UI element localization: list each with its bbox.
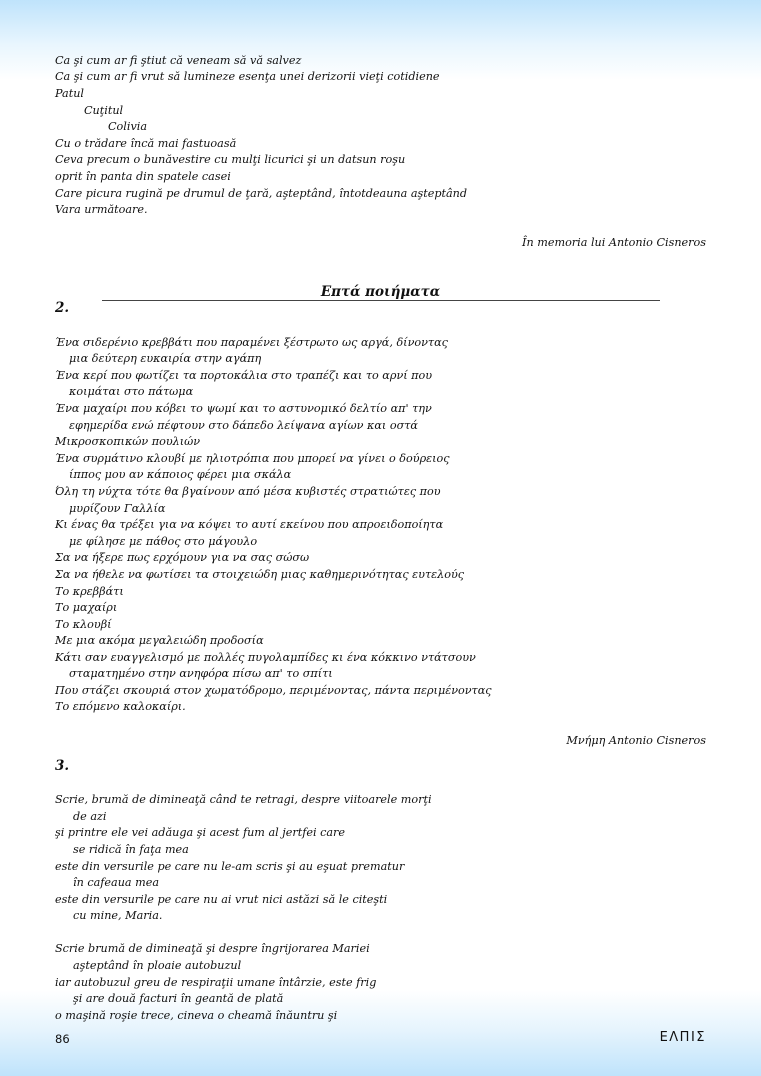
poem-line: Μικροσκοπικών πουλιών bbox=[55, 435, 201, 448]
poem-line: με φίλησε με πάθος στο μάγουλο bbox=[69, 535, 258, 548]
section-number: 2. bbox=[55, 300, 70, 316]
poem-line: cu mine, Maria. bbox=[73, 909, 163, 922]
poem-line: Κάτι σαν ευαγγελισμό με πολλές πυγολαμπίδες κι ένα κόκκινο ντάτσουν bbox=[55, 651, 476, 664]
poem-line: σταματημένο στην ανηφόρα πίσω απ' το σπίτι bbox=[69, 667, 333, 680]
poem-line: o maşină roşie trece, cineva o cheamă înăuntru şi bbox=[55, 1009, 338, 1022]
dedication-signature: Μνήμη Antonio Cisneros bbox=[566, 734, 706, 747]
heading-underline bbox=[102, 300, 660, 301]
poem-line: Με μια ακόμα μεγαλειώδη προδοσία bbox=[55, 634, 264, 647]
poem-line: κοιμάται στο πάτωμα bbox=[69, 385, 194, 398]
poem-line: oprit în panta din spatele casei bbox=[55, 170, 231, 183]
poem-line: ίππος μου αν κάποιος φέρει μια σκάλα bbox=[69, 468, 292, 481]
poem-line: aşteptând în ploaie autobuzul bbox=[73, 959, 242, 972]
poem-line: Ca şi cum ar fi ştiut că veneam să vă salvez bbox=[55, 54, 302, 67]
poem-line: Care picura rugină pe drumul de ţară, aşteptând, întotdeauna aşteptând bbox=[55, 187, 468, 200]
poem-line: Το κρεββάτι bbox=[55, 585, 124, 598]
poem-line: Ceva precum o bunăvestire cu mulţi licurici şi un datsun roşu bbox=[55, 153, 406, 166]
poem-line: Όλη τη νύχτα τότε θα βγαίνουν από μέσα κυβιστές στρατιώτες που bbox=[55, 485, 441, 498]
poem-line: μυρίζουν Γαλλία bbox=[69, 502, 166, 515]
poem-line: Το μαχαίρι bbox=[55, 601, 118, 614]
poem-line: Ένα κερί που φωτίζει τα πορτοκάλια στο τραπέζι και το αρνί που bbox=[55, 369, 433, 382]
poem-line: εφημερίδα ενώ πέφτουν στο δάπεδο λείψανα αγίων και οστά bbox=[69, 419, 418, 432]
poem-line: Cu o trădare încă mai fastuoasă bbox=[55, 137, 237, 150]
poem-line: şi printre ele vei adăuga şi acest fum al jertfei care bbox=[55, 826, 346, 839]
poem-line: Σα να ήθελε να φωτίσει τα στοιχειώδη μιας καθημερινότητας ευτελούς bbox=[55, 568, 465, 581]
poem-line: este din versurile pe care nu ai vrut nici astăzi să le citeşti bbox=[55, 893, 388, 906]
poem-line: este din versurile pe care nu le-am scris şi au eşuat prematur bbox=[55, 860, 405, 873]
section-number: 3. bbox=[55, 758, 70, 774]
poem-line: Scrie brumă de dimineaţă şi despre îngrijorarea Mariei bbox=[55, 942, 370, 955]
poem-line: Cuţitul bbox=[84, 104, 124, 117]
poem-line: de azi bbox=[73, 810, 107, 823]
journal-title: ΕΛΠΙΣ bbox=[659, 1030, 706, 1045]
page-number: 86 bbox=[55, 1032, 70, 1046]
poem-line: Colivia bbox=[108, 120, 148, 133]
poem-line: Ca şi cum ar fi vrut să lumineze esenţa unei derizorii vieţi cotidiene bbox=[55, 70, 440, 83]
poem-line: Scrie, brumă de dimineaţă când te retragi, despre viitoarele morţi bbox=[55, 793, 432, 806]
poem-line: Ένα σιδερένιο κρεββάτι που παραμένει ξέστρωτο ως αργά, δίνοντας bbox=[55, 336, 448, 349]
poem-line: μια δεύτερη ευκαιρία στην αγάπη bbox=[69, 352, 262, 365]
page-heading: Επτά ποιήματα bbox=[320, 284, 441, 300]
poem-line: Το επόμενο καλοκαίρι. bbox=[55, 700, 186, 713]
poem-line: iar autobuzul greu de respiraţii umane întârzie, este frig bbox=[55, 976, 377, 989]
poem-line: Κι ένας θα τρέξει για να κόψει το αυτί εκείνου που απροειδοποίητα bbox=[55, 518, 444, 531]
poem-line: se ridică în faţa mea bbox=[73, 843, 189, 856]
poem-line: Που στάζει σκουριά στον χωματόδρομο, περιμένοντας, πάντα περιμένοντας bbox=[55, 684, 492, 697]
poem-line: în cafeaua mea bbox=[73, 876, 160, 889]
poem-line: Ένα συρμάτινο κλουβί με ηλιοτρόπια που μπορεί να γίνει ο δούρειος bbox=[55, 452, 450, 465]
poem-line: Ένα μαχαίρι που κόβει το ψωμί και το αστυνομικό δελτίο απ' την bbox=[55, 402, 432, 415]
poem-line: Patul bbox=[55, 87, 84, 100]
poem-line: Σα να ήξερε πως ερχόμουν για να σας σώσω bbox=[55, 551, 310, 564]
dedication-signature: În memoria lui Antonio Cisneros bbox=[522, 236, 706, 249]
poem-line: şi are două facturi în geantă de plată bbox=[73, 992, 284, 1005]
poem-line: Το κλουβί bbox=[55, 618, 112, 631]
poem-line: Vara următoare. bbox=[55, 203, 148, 216]
